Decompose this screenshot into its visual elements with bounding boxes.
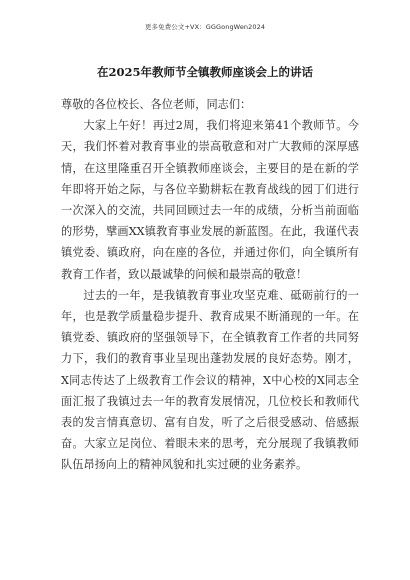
paragraph-opening: 大家上午好！再过2周，我们将迎来第41个教师节。今天，我们怀着对教育事业的崇高敬意和对广大教师的深厚感情，在这里隆重召开全镇教师座谈会，主要目的是在新的学年即将开始之际，与各位辛勤耕耘在教育战线的园丁们进行一次深入的交流，共同回顾过去一年的成绩，分析当前面临的形势，擘画XX镇教育事业发展的新蓝图。在此，我谨代表镇党委、镇政府，向在座的各位，并通过你们，向全镇所有教育工作者，致以最诚挚的问候和最崇高的敬意！ bbox=[61, 119, 359, 281]
document-title: 在2025年教师节全镇教师座谈会上的讲话 bbox=[96, 65, 313, 79]
document-body bbox=[61, 94, 359, 476]
salutation: 尊敬的各位校长、各位老师，同志们： bbox=[61, 98, 252, 111]
paragraph-review: 过去的一年，是我镇教育事业攻坚克难、砥砺前行的一年，也是教学质量稳步提升、教育成果不断涌现的一年。在镇党委、镇政府的坚强领导下，在全镇教育工作者的共同努力下，我们的教育事业呈现出蓬勃发展的良好态势。刚才，X同志传达了上级教育工作会议的精神，X中心校的X同志全面汇报了我镇过去一年的教育发展情况，几位校长和教师代表的发言情真意切、富有自发，听了之后很受感动、倍感振奋。大家立足岗位、着眼未来的思考，充分展现了我镇教师队伍昂扬向上的精神风貌和扎实过硬的业务素养。 bbox=[61, 288, 359, 472]
header-promo-note: 更多免费公文+VX：GGGongWen2024 bbox=[144, 23, 266, 31]
